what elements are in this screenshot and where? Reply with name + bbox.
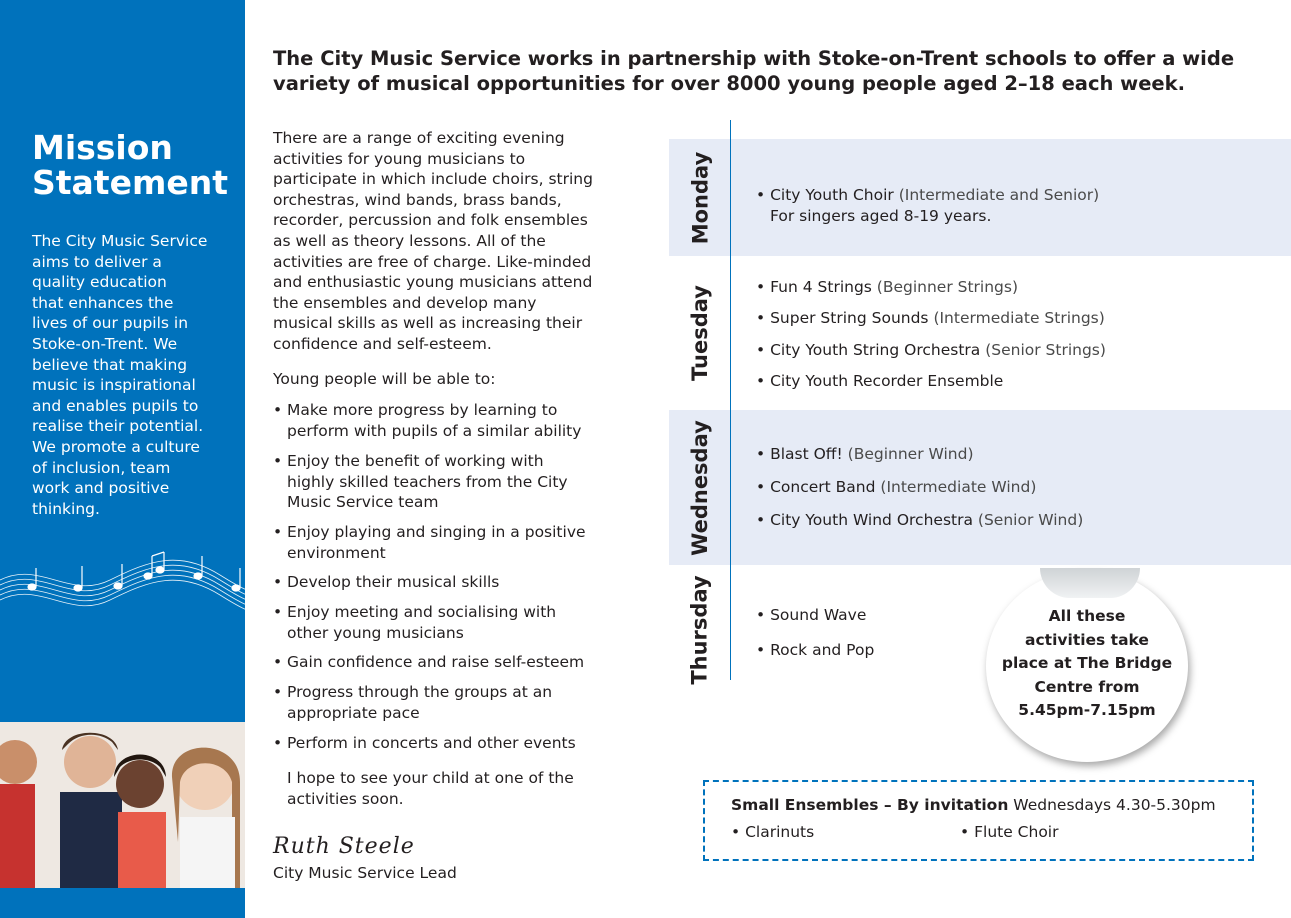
benefit-item (273, 451, 613, 513)
mission-line: lives of our pupils in (32, 314, 189, 333)
benefit-line: other young musicians (287, 623, 464, 642)
intro-line: activities are free of charge. Like-minded (273, 252, 592, 271)
closing-line: I hope to see your child at one of the (287, 769, 574, 787)
bullet: • (756, 186, 766, 204)
mission-line: work and positive (32, 479, 170, 498)
bullet: • (756, 341, 766, 359)
bullet: • (273, 653, 283, 671)
intro-line: orchestras, wind bands, brass bands, (273, 190, 562, 209)
mission-line: quality education (32, 273, 167, 292)
day-label-wednesday (670, 410, 730, 565)
activity-item (756, 277, 1018, 298)
intro-line: the ensembles and develop many (273, 293, 537, 312)
intro-line: activities for young musicians to (273, 149, 526, 168)
mission-text (32, 231, 227, 519)
music-notes-icon (0, 540, 283, 620)
closing-note (287, 768, 617, 809)
activity-level: (Intermediate Strings) (933, 309, 1105, 327)
mission-line: realise their potential. (32, 417, 204, 436)
day-name: Wednesday (688, 419, 713, 556)
benefit-line: Enjoy meeting and socialising with (287, 603, 557, 621)
mission-title-line: Mission (32, 128, 173, 167)
activity-name: Concert Band (770, 478, 876, 496)
mission-line: and enables pupils to (32, 396, 199, 415)
day-name: Monday (688, 151, 712, 244)
benefit-line: Enjoy playing and singing in a positive (287, 523, 586, 541)
headline (273, 46, 1273, 96)
signature: Ruth Steele (273, 834, 415, 859)
activity-item (756, 605, 866, 626)
benefit-line: Music Service team (287, 493, 439, 512)
ensemble-name: Clarinuts (745, 823, 815, 841)
small-ensembles-heading: Small Ensembles – By invitation (731, 796, 1009, 814)
bullet: • (756, 278, 766, 296)
mission-line: music is inspirational (32, 376, 196, 395)
mission-title (32, 130, 237, 200)
photo-illustration (0, 722, 245, 888)
bullet: • (273, 573, 283, 591)
bullet: • (756, 641, 766, 659)
activity-item (756, 340, 1106, 361)
benefit-item (273, 733, 613, 754)
benefit-line: Develop their musical skills (287, 573, 500, 591)
ensemble-name: Flute Choir (974, 823, 1059, 841)
intro-line: There are a range of exciting evening (273, 129, 565, 147)
signature-role: City Music Service Lead (273, 864, 457, 882)
benefit-line: Make more progress by learning to (287, 401, 558, 419)
benefit-line: Progress through the groups at an (287, 683, 553, 701)
bullet: • (756, 309, 766, 327)
benefit-line: Gain confidence and raise self-esteem (287, 653, 585, 671)
benefit-line: highly skilled teachers from the City (287, 472, 568, 491)
bullet: • (273, 683, 283, 701)
benefit-line: environment (287, 543, 386, 562)
children-singing-photo (0, 722, 245, 888)
small-ensembles-box (703, 780, 1254, 861)
sticker-line: Centre from (1034, 677, 1140, 696)
able-to-heading: Young people will be able to: (273, 370, 496, 388)
venue-sticker-text (996, 605, 1178, 723)
intro-line: musical skills as well as increasing their (273, 314, 583, 333)
small-ensembles-time: Wednesdays 4.30-5.30pm (1013, 796, 1216, 814)
activity-item (756, 510, 1083, 531)
bullet: • (756, 445, 766, 463)
headline-line: The City Music Service works in partnership with Stoke-on-Trent schools to offer a wide (273, 47, 1235, 70)
activity-item (756, 371, 1003, 392)
benefit-line: Perform in concerts and other events (287, 734, 576, 752)
ensemble-item (960, 823, 1059, 841)
bullet: • (756, 511, 766, 529)
intro-line: participate in which include choirs, string (273, 170, 593, 189)
mission-line: thinking. (32, 499, 100, 518)
benefit-item (273, 602, 613, 643)
benefit-item (273, 522, 613, 563)
benefit-item (273, 652, 613, 673)
mission-sidebar (0, 0, 245, 918)
activity-name: City Youth Recorder Ensemble (770, 372, 1004, 390)
activity-level: (Beginner Wind) (847, 445, 974, 463)
intro-line: as well as theory lessons. All of the (273, 231, 546, 250)
activity-item (756, 444, 974, 465)
ensemble-item (731, 823, 814, 841)
small-ensembles-title (731, 796, 1216, 814)
activity-name: City Youth Wind Orchestra (770, 511, 973, 529)
day-divider-line (730, 120, 731, 680)
activity-name: City Youth String Orchestra (770, 341, 981, 359)
activity-level: (Intermediate Wind) (880, 478, 1037, 496)
benefit-item (273, 572, 613, 593)
activity-monday-choir (756, 185, 1099, 206)
headline-line: variety of musical opportunities for over 8000 young people aged 2–18 each week. (273, 72, 1186, 95)
mission-line: believe that making (32, 355, 188, 374)
bullet: • (756, 478, 766, 496)
day-name: Tuesday (688, 285, 712, 381)
activity-item (756, 477, 1036, 498)
bullet: • (273, 603, 283, 621)
sticker-peel (1040, 568, 1140, 598)
bullet: • (731, 823, 741, 841)
benefit-line: appropriate pace (287, 703, 420, 722)
mission-line: aims to deliver a (32, 252, 162, 271)
activity-item (756, 640, 874, 661)
mission-line: of inclusion, team (32, 458, 171, 477)
sticker-line: place at The Bridge (1001, 654, 1173, 673)
mission-line: We promote a culture (32, 437, 200, 456)
activity-level: (Senior Strings) (985, 341, 1106, 359)
mission-line: The City Music Service (32, 232, 208, 250)
benefit-line: perform with pupils of a similar ability (287, 421, 582, 440)
sticker-line: activities take (1025, 630, 1149, 649)
intro-line: and enthusiastic young musicians attend (273, 273, 593, 292)
day-label-thursday (670, 567, 730, 692)
closing-line: activities soon. (287, 789, 404, 808)
bullet: • (273, 523, 283, 541)
benefit-item (273, 400, 613, 441)
day-label-monday (670, 139, 730, 256)
benefit-line: Enjoy the benefit of working with (287, 452, 544, 470)
benefit-item (273, 682, 613, 723)
intro-line: confidence and self-esteem. (273, 334, 492, 353)
activity-item (756, 308, 1105, 329)
activity-note: For singers aged 8-19 years. (770, 207, 992, 225)
mission-line: Stoke-on-Trent. We (32, 334, 178, 353)
mission-line: that enhances the (32, 293, 174, 312)
day-name: Thursday (688, 574, 713, 685)
activity-name: Sound Wave (770, 606, 867, 624)
intro-paragraph (273, 128, 613, 355)
bullet: • (960, 823, 970, 841)
bullet: • (273, 734, 283, 752)
mission-title-line: Statement (32, 163, 229, 202)
activity-name: Fun 4 Strings (770, 278, 872, 296)
activity-level: (Beginner Strings) (876, 278, 1019, 296)
activity-name: Super String Sounds (770, 309, 929, 327)
bullet: • (756, 606, 766, 624)
activity-name: Rock and Pop (770, 641, 875, 659)
bullet: • (756, 372, 766, 390)
bullet: • (273, 401, 283, 419)
activity-level: (Intermediate and Senior) (898, 186, 1100, 204)
sticker-line: 5.45pm-7.15pm (1018, 701, 1156, 720)
bullet: • (273, 452, 283, 470)
activity-level: (Senior Wind) (977, 511, 1084, 529)
activity-name: Blast Off! (770, 445, 843, 463)
day-label-tuesday (670, 258, 730, 408)
activity-name: City Youth Choir (770, 186, 894, 204)
intro-line: recorder, percussion and folk ensembles (273, 211, 588, 230)
sticker-line: All these (1048, 607, 1126, 625)
